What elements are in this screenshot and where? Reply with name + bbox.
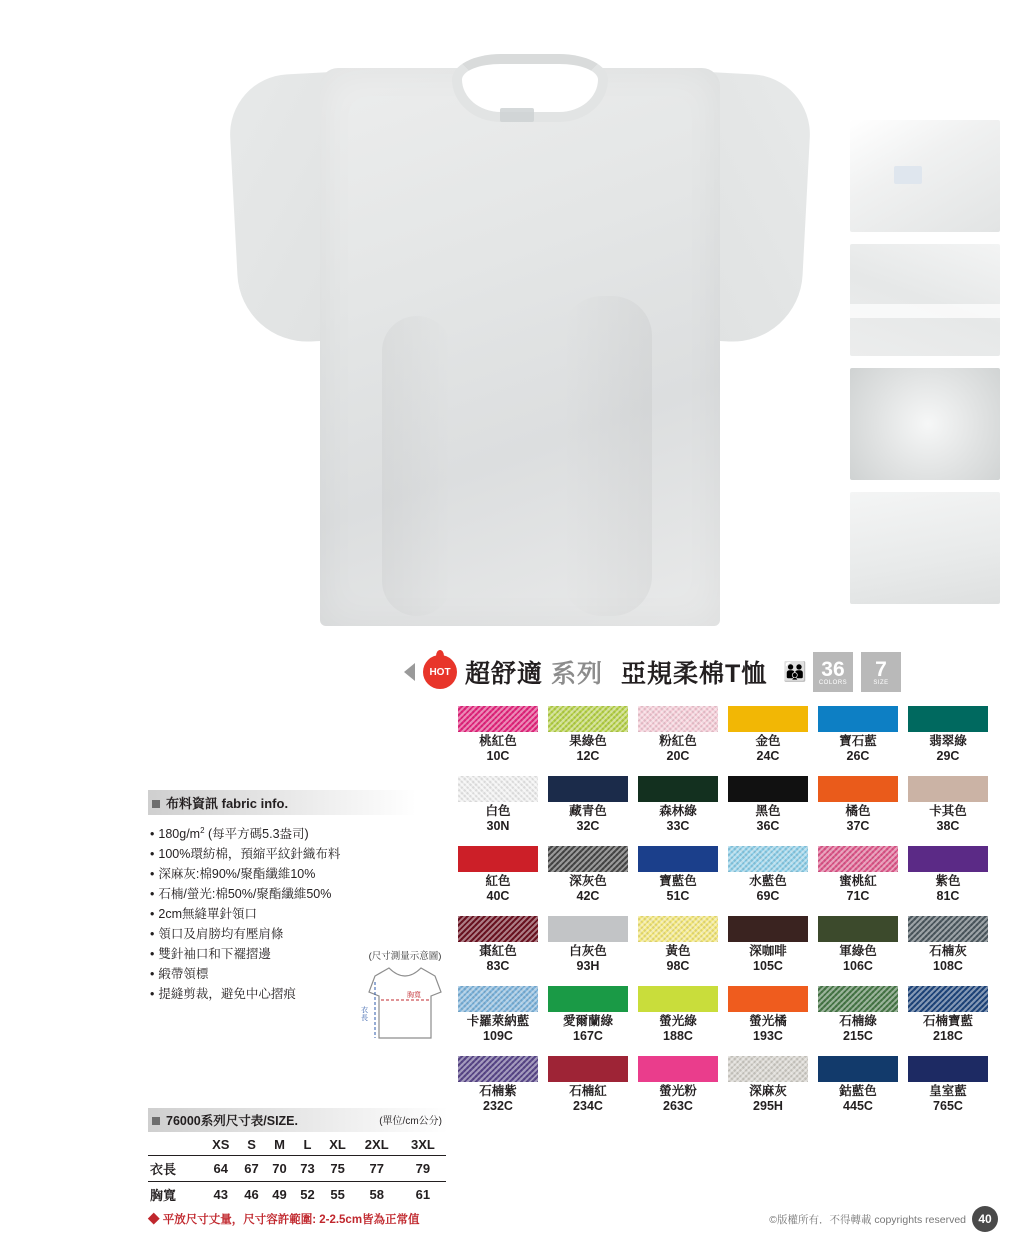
color-chip — [638, 986, 718, 1012]
color-name: 紫色 — [935, 874, 961, 888]
color-code: 37C — [846, 819, 870, 833]
color-swatch[interactable] — [908, 986, 988, 1044]
color-swatch[interactable] — [908, 846, 988, 904]
color-swatch[interactable] — [458, 986, 538, 1044]
color-code: 93H — [576, 959, 600, 973]
table-cell: 52 — [300, 1187, 315, 1202]
color-swatch[interactable] — [728, 706, 808, 764]
shirt-shadow-left — [382, 316, 452, 616]
color-chip — [908, 916, 988, 942]
table-cell: 67 — [238, 1156, 266, 1182]
color-name: 水藍色 — [749, 874, 787, 888]
color-code: 42C — [576, 889, 600, 903]
square-bullet-icon — [152, 800, 160, 808]
list-item: • 2cm無縫單針領口 — [148, 904, 416, 924]
color-code: 71C — [846, 889, 870, 903]
color-name: 螢光粉 — [659, 1084, 697, 1098]
color-code: 193C — [753, 1029, 783, 1043]
color-code: 81C — [936, 889, 960, 903]
color-chip — [818, 846, 898, 872]
color-code: 108C — [933, 959, 963, 973]
color-swatch[interactable] — [548, 706, 628, 764]
color-swatch[interactable] — [818, 776, 898, 834]
color-name: 黃色 — [665, 944, 691, 958]
color-code: 36C — [756, 819, 780, 833]
color-swatch[interactable] — [548, 846, 628, 904]
color-code: 40C — [486, 889, 510, 903]
color-name: 愛爾蘭綠 — [562, 1014, 613, 1028]
color-swatch[interactable] — [458, 1056, 538, 1114]
table-cell: 43 — [213, 1187, 228, 1202]
table-header-cell: XS — [204, 1134, 238, 1156]
list-item: • 緞帶領標 — [148, 964, 416, 984]
color-swatch[interactable] — [548, 916, 628, 974]
size-table-heading — [148, 1108, 448, 1132]
color-code: 12C — [576, 749, 600, 763]
table-header-cell: L — [294, 1134, 322, 1156]
color-chip — [728, 1056, 808, 1082]
color-chip — [818, 916, 898, 942]
size-table-unit: (單位/cm公分) — [379, 1116, 442, 1127]
color-code: 106C — [843, 959, 873, 973]
color-code: 765C — [933, 1099, 963, 1113]
color-code: 32C — [576, 819, 600, 833]
color-chip — [818, 986, 898, 1012]
color-name: 橘色 — [845, 804, 871, 818]
size-count-caption: SIZE — [873, 679, 889, 686]
color-code: 33C — [666, 819, 690, 833]
color-swatch[interactable] — [638, 916, 718, 974]
color-code: 109C — [483, 1029, 513, 1043]
color-code: 20C — [666, 749, 690, 763]
color-swatch[interactable] — [458, 846, 538, 904]
svg-text:胸寬: 胸寬 — [407, 992, 421, 999]
color-name: 卡羅萊納藍 — [466, 1014, 530, 1028]
size-table — [148, 1134, 446, 1207]
color-chip — [548, 1056, 628, 1082]
color-chip — [458, 776, 538, 802]
color-swatch[interactable] — [638, 1056, 718, 1114]
hot-flame-icon: HOT — [423, 655, 457, 689]
color-chip — [728, 776, 808, 802]
color-swatch[interactable] — [818, 846, 898, 904]
color-name: 果綠色 — [569, 734, 607, 748]
color-swatch[interactable] — [458, 776, 538, 834]
table-cell: 58 — [369, 1187, 384, 1202]
color-swatch[interactable] — [728, 1056, 808, 1114]
color-name: 白灰色 — [569, 944, 607, 958]
color-code: 38C — [936, 819, 960, 833]
page-title: 亞規柔棉T恤 — [621, 660, 768, 688]
color-name: 藏青色 — [569, 804, 607, 818]
table-header-cell: S — [238, 1134, 266, 1156]
color-name: 石楠寶藍 — [922, 1014, 973, 1028]
color-name: 寶藍色 — [659, 874, 697, 888]
color-name: 粉紅色 — [659, 734, 697, 748]
table-header-cell: XL — [322, 1134, 354, 1156]
brand-label — [500, 108, 534, 122]
color-chip — [728, 706, 808, 732]
color-code: 167C — [573, 1029, 603, 1043]
list-item: • 領口及肩膀均有壓肩條 — [148, 924, 416, 944]
list-item: • 雙針袖口和下襬摺邊 — [148, 944, 416, 964]
color-chip — [818, 776, 898, 802]
table-row-label: 衣長 — [148, 1156, 204, 1182]
color-swatch[interactable] — [728, 776, 808, 834]
color-code: 218C — [933, 1029, 963, 1043]
table-cell: 49 — [272, 1187, 287, 1202]
color-name: 軍綠色 — [839, 944, 877, 958]
color-chip — [638, 1056, 718, 1082]
table-cell: 79 — [400, 1156, 446, 1182]
color-chip — [458, 986, 538, 1012]
color-name: 棗紅色 — [479, 944, 517, 958]
color-code: 188C — [663, 1029, 693, 1043]
color-code: 29C — [936, 749, 960, 763]
color-chip — [728, 916, 808, 942]
page-number: 40 — [972, 1206, 998, 1232]
color-chip — [548, 776, 628, 802]
color-swatch[interactable] — [728, 916, 808, 974]
detail-photo-list — [850, 120, 1000, 616]
color-name: 深麻灰 — [749, 1084, 787, 1098]
list-item: • 100%環紡棉，預縮平紋針織布料 — [148, 844, 416, 864]
color-chip — [638, 846, 718, 872]
color-name: 石楠灰 — [929, 944, 967, 958]
color-swatch[interactable] — [638, 706, 718, 764]
color-swatch-grid — [458, 706, 998, 1114]
color-chip — [548, 986, 628, 1012]
svg-text:長: 長 — [361, 1015, 368, 1022]
shirt-outline-icon — [345, 964, 465, 1050]
product-title-bar — [404, 652, 1000, 692]
color-name: 森林綠 — [659, 804, 697, 818]
color-code: 445C — [843, 1099, 873, 1113]
color-swatch[interactable] — [548, 986, 628, 1044]
list-item: • 石楠/螢光:棉50%/聚酯纖維50% — [148, 884, 416, 904]
color-code: 30N — [486, 819, 510, 833]
color-chip — [908, 846, 988, 872]
table-cell: 73 — [294, 1156, 322, 1182]
list-item: • 深麻灰:棉90%/聚酯纖維10% — [148, 864, 416, 884]
triangle-left-icon — [404, 663, 415, 681]
color-swatch[interactable] — [908, 706, 988, 764]
color-chip — [818, 1056, 898, 1082]
color-name: 紅色 — [485, 874, 511, 888]
color-code: 215C — [843, 1029, 873, 1043]
table-row-header — [148, 1134, 446, 1156]
size-table-block — [148, 1108, 448, 1227]
color-chip — [728, 986, 808, 1012]
color-name: 白色 — [485, 804, 511, 818]
size-count-value: 7 — [875, 657, 887, 681]
detail-photo-hem — [850, 244, 1000, 356]
color-name: 卡其色 — [929, 804, 967, 818]
square-bullet-icon — [152, 1117, 160, 1125]
color-code: 105C — [753, 959, 783, 973]
fabric-info-heading — [148, 790, 416, 815]
product-photo — [0, 0, 860, 640]
color-code: 232C — [483, 1099, 513, 1113]
color-code: 26C — [846, 749, 870, 763]
color-swatch[interactable] — [728, 986, 808, 1044]
color-chip — [548, 916, 628, 942]
color-name: 皇室藍 — [929, 1084, 967, 1098]
color-swatch[interactable] — [548, 776, 628, 834]
color-swatch[interactable] — [908, 776, 988, 834]
color-name: 深咖啡 — [749, 944, 787, 958]
detail-photo-neck-label — [850, 120, 1000, 232]
table-header-cell: 2XL — [354, 1134, 400, 1156]
color-chip — [458, 706, 538, 732]
color-name: 深灰色 — [569, 874, 607, 888]
table-cell: 61 — [415, 1187, 431, 1202]
footer — [769, 1206, 998, 1232]
measurement-diagram-caption: (尺寸測量示意圖) — [368, 951, 442, 962]
color-code: 24C — [756, 749, 780, 763]
color-code: 98C — [666, 959, 690, 973]
color-name: 鈷藍色 — [839, 1084, 877, 1098]
table-cell: 64 — [204, 1156, 238, 1182]
color-chip — [458, 1056, 538, 1082]
series-name-black: 超舒適 — [465, 660, 544, 688]
color-chip — [908, 776, 988, 802]
color-chip — [548, 846, 628, 872]
copyright-text: ©版權所有．不得轉載 copyrights reserved — [769, 1213, 966, 1226]
color-chip — [638, 706, 718, 732]
color-code: 51C — [666, 889, 690, 903]
table-row — [148, 1156, 446, 1182]
size-table-note: ◆ 平放尺寸丈量，尺寸容許範圍: 2-2.5cm皆為正常值 — [148, 1214, 420, 1226]
table-row-label: 胸寬 — [150, 1188, 177, 1203]
tshirt-illustration — [232, 16, 808, 626]
color-swatch[interactable] — [818, 986, 898, 1044]
table-cell: 75 — [322, 1156, 354, 1182]
color-chip — [458, 846, 538, 872]
color-code: 69C — [756, 889, 780, 903]
color-swatch[interactable] — [638, 986, 718, 1044]
table-cell: 46 — [244, 1187, 259, 1202]
fabric-info-heading-text: 布料資訊 fabric info. — [166, 796, 289, 811]
colors-count-badge — [813, 652, 853, 692]
table-row — [148, 1182, 446, 1208]
color-swatch[interactable] — [458, 916, 538, 974]
color-name: 蜜桃紅 — [839, 874, 877, 888]
measurement-diagram — [345, 948, 465, 1050]
color-chip — [548, 706, 628, 732]
color-name: 石楠紫 — [479, 1084, 517, 1098]
color-chip — [638, 776, 718, 802]
color-name: 石楠綠 — [839, 1014, 877, 1028]
color-chip — [908, 706, 988, 732]
color-code: 234C — [573, 1099, 603, 1113]
color-code: 10C — [486, 749, 510, 763]
series-name-grey: 系列 — [551, 660, 604, 688]
color-swatch[interactable] — [818, 706, 898, 764]
color-name: 金色 — [755, 734, 781, 748]
detail-photo-fabric-fold — [850, 492, 1000, 604]
colors-count-value: 36 — [821, 657, 845, 681]
color-code: 83C — [486, 959, 510, 973]
table-header-cell: M — [266, 1134, 294, 1156]
color-chip — [818, 706, 898, 732]
color-swatch[interactable] — [458, 706, 538, 764]
list-item: • $180g/m^2$ (每平方碼5.3盎司) — [148, 821, 416, 844]
color-chip — [908, 1056, 988, 1082]
table-header-cell — [148, 1134, 204, 1156]
color-chip — [908, 986, 988, 1012]
people-icon: 👪 — [783, 662, 805, 683]
color-chip — [638, 916, 718, 942]
color-chip — [458, 916, 538, 942]
color-name: 螢光橘 — [749, 1014, 787, 1028]
list-item: • 提縫剪裁，避免中心摺痕 — [148, 984, 416, 1004]
svg-text:衣: 衣 — [361, 1007, 368, 1014]
color-swatch[interactable] — [818, 1056, 898, 1114]
size-table-heading-text: 76000系列尺寸表/SIZE. — [166, 1114, 298, 1128]
color-name: 石楠紅 — [569, 1084, 607, 1098]
table-cell: 55 — [330, 1187, 345, 1202]
color-swatch[interactable] — [908, 916, 988, 974]
color-swatch[interactable] — [548, 1056, 628, 1114]
table-header-cell: 3XL — [400, 1134, 446, 1156]
color-name: 寶石藍 — [839, 734, 877, 748]
table-cell: 70 — [266, 1156, 294, 1182]
color-swatch[interactable] — [908, 1056, 988, 1114]
color-code: 295H — [753, 1099, 783, 1113]
color-name: 螢光綠 — [659, 1014, 697, 1028]
color-swatch[interactable] — [728, 846, 808, 904]
color-chip — [728, 846, 808, 872]
colors-count-caption: COLORS — [818, 679, 848, 686]
color-swatch[interactable] — [818, 916, 898, 974]
color-name: 黑色 — [755, 804, 781, 818]
shirt-shadow-right — [562, 296, 652, 616]
color-swatch[interactable] — [638, 846, 718, 904]
detail-photo-fabric-twist — [850, 368, 1000, 480]
shirt-body — [320, 68, 720, 626]
color-name: 翡翠綠 — [929, 734, 967, 748]
color-name: 桃紅色 — [479, 734, 517, 748]
size-count-badge — [861, 652, 901, 692]
color-code: 263C — [663, 1099, 693, 1113]
table-cell: 77 — [354, 1156, 400, 1182]
color-swatch[interactable] — [638, 776, 718, 834]
